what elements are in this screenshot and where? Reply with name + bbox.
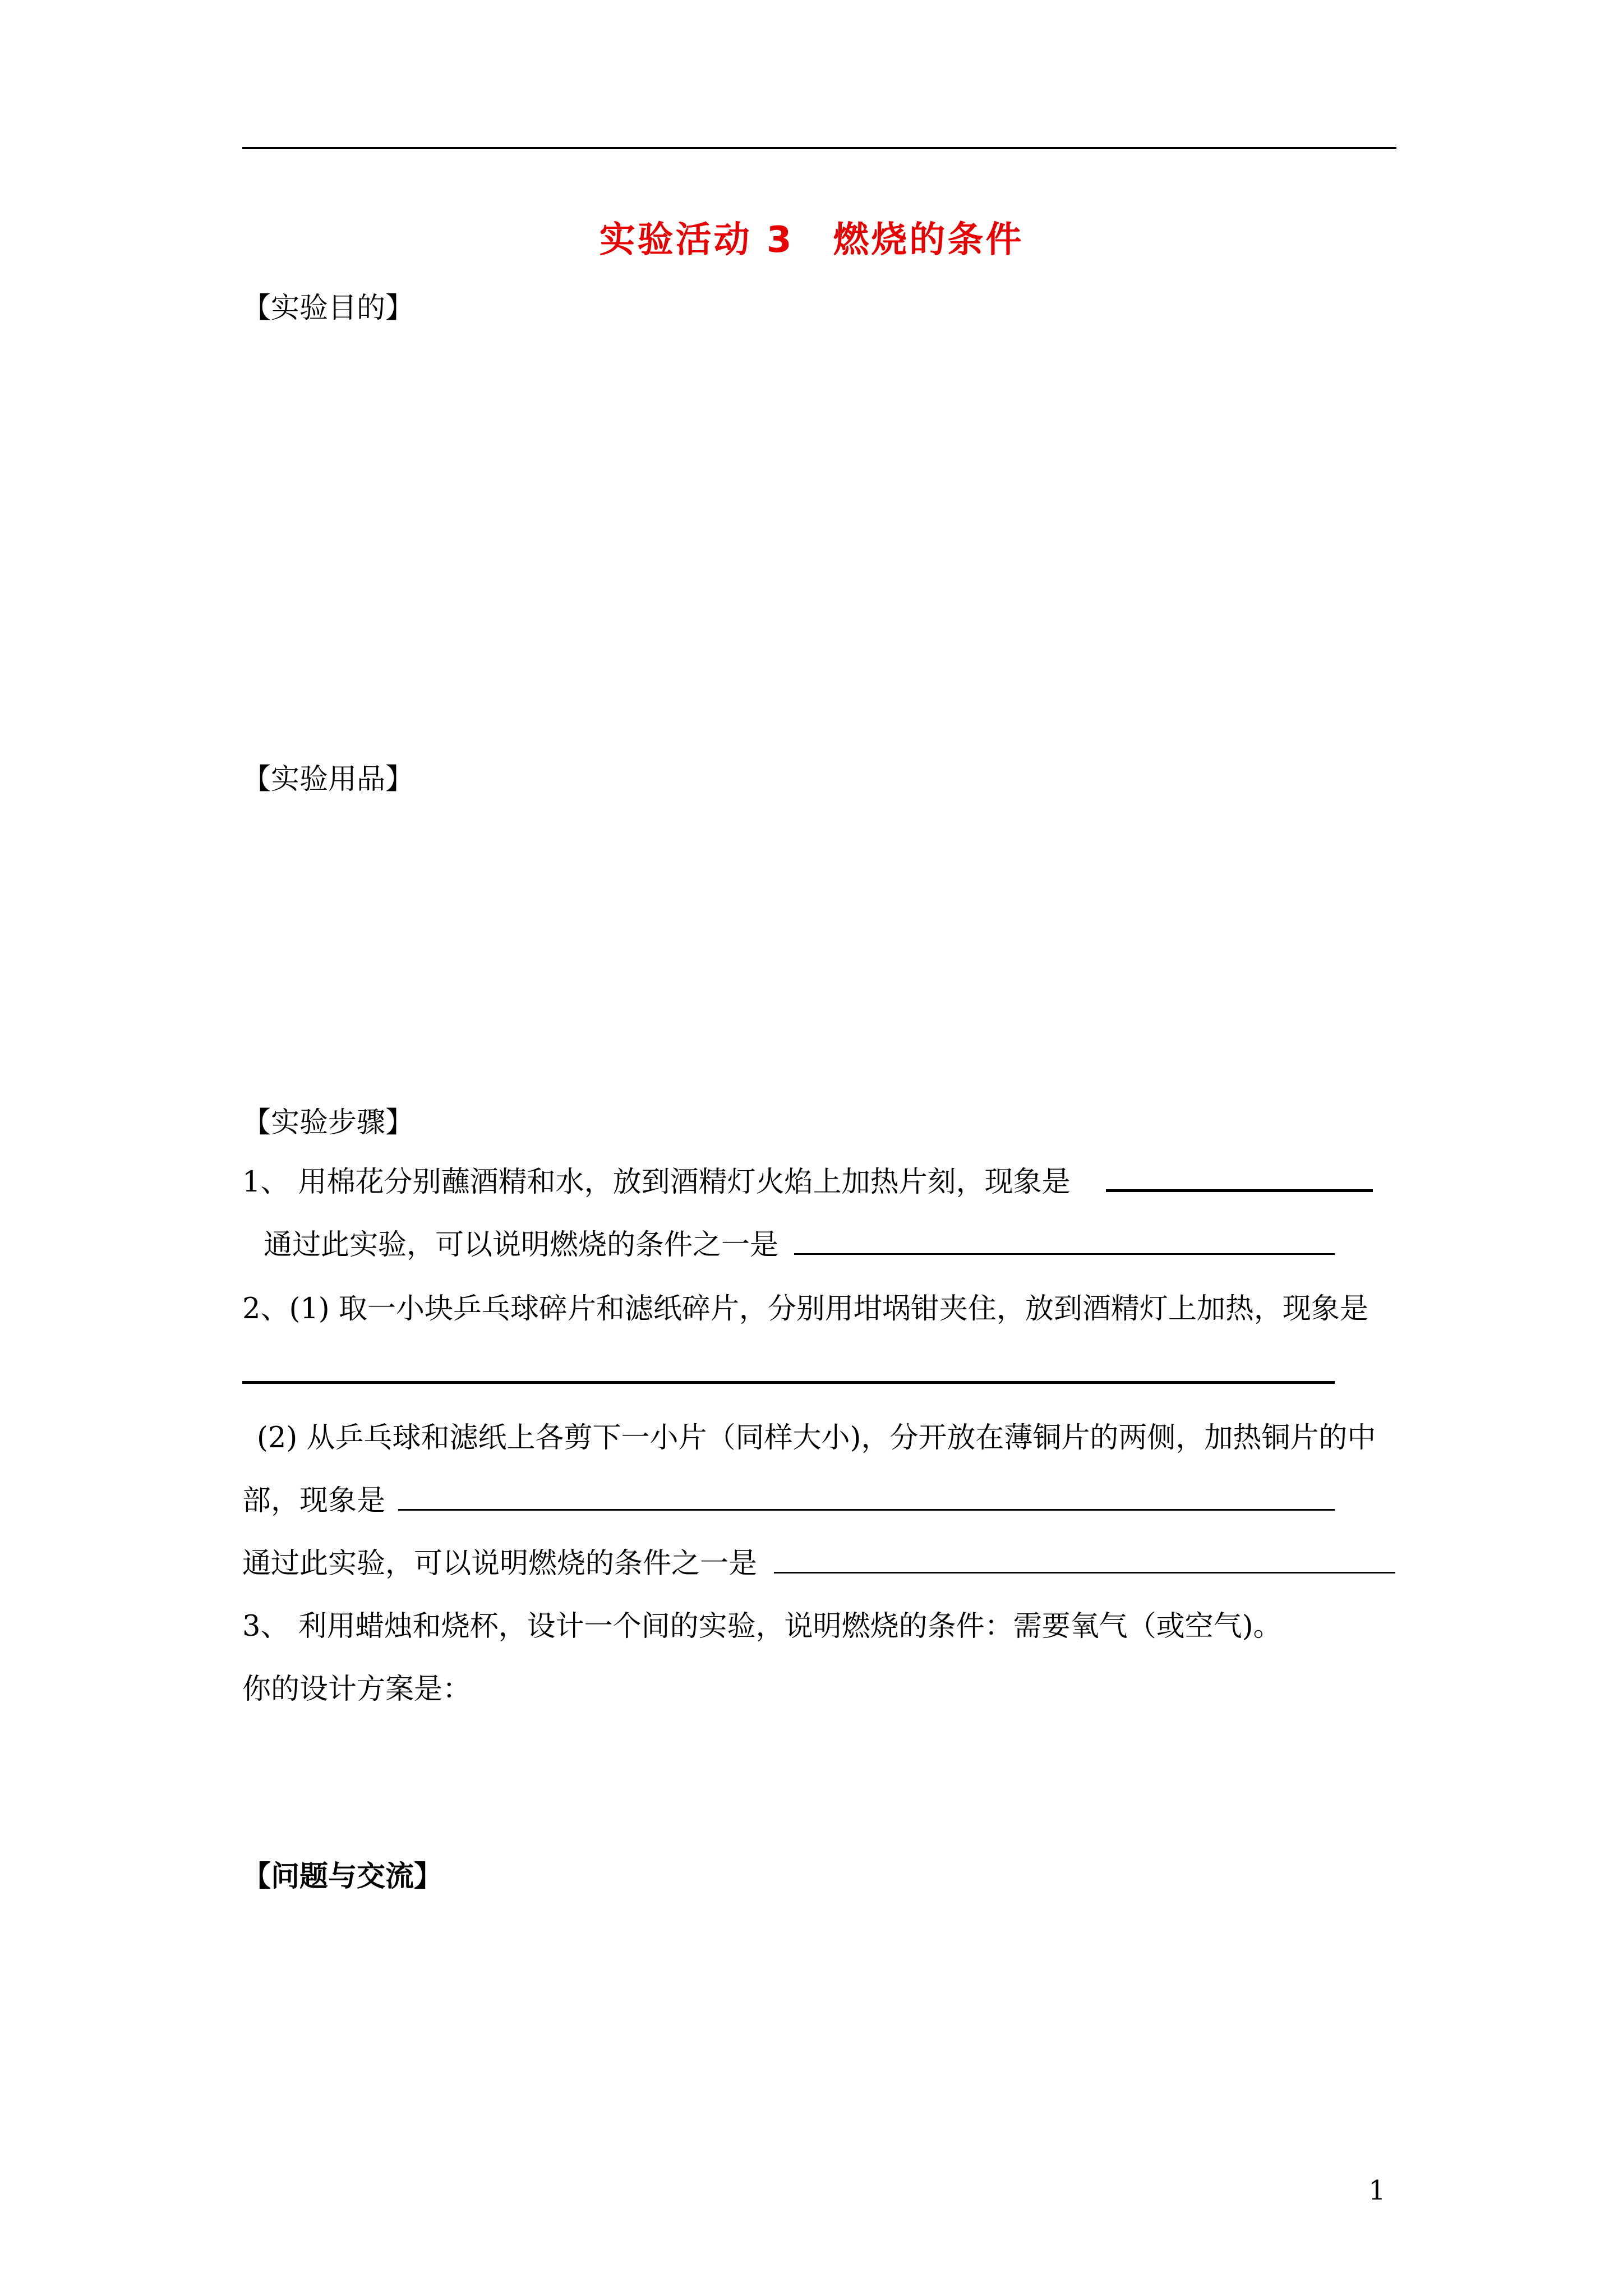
step-3-text: 3、 利用蜡烛和烧杯，设计一个间的实验，说明燃烧的条件：需要氧气（或空气)。 [242,1610,1282,1643]
step-1-text: 1、 用棉花分别蘸酒精和水，放到酒精灯火焰上加热片刻，现象是 [242,1166,1071,1199]
step-3-design-text: 你的设计方案是： [242,1673,472,1706]
step-1-answer-blank[interactable] [1106,1189,1373,1192]
step-2-2-answer-blank[interactable] [398,1509,1335,1511]
step-2-conclusion-blank[interactable] [774,1572,1395,1573]
section-discussion: 【问题与交流】 [242,1860,443,1893]
page-number: 1 [1368,2175,1386,2206]
page-title [0,212,1623,268]
title-sub: 燃烧的条件 [833,219,1024,261]
section-purpose: 【实验目的】 [242,292,414,325]
step-2-1-text: 2、(1) 取一小块乒乓球碎片和滤纸碎片，分别用坩埚钳夹住，放到酒精灯上加热，现象是 [242,1292,1368,1326]
step-2-conclusion-text: 通过此实验，可以说明燃烧的条件之一是 [242,1547,758,1580]
title-main: 实验活动 3 [599,219,794,261]
step-2-1-answer-blank[interactable] [242,1381,1335,1384]
section-steps: 【实验步骤】 [242,1106,414,1139]
step-2-2-text-a: (2) 从乒乓球和滤纸上各剪下一小片（同样大小)，分开放在薄铜片的两侧，加热铜片的中 [257,1421,1376,1455]
step-1-conclusion-blank[interactable] [794,1253,1335,1255]
header-rule [242,147,1396,149]
step-1-conclusion-text: 通过此实验，可以说明燃烧的条件之一是 [264,1228,779,1262]
section-materials: 【实验用品】 [242,763,414,796]
step-2-2-text-b: 部，现象是 [242,1484,386,1517]
